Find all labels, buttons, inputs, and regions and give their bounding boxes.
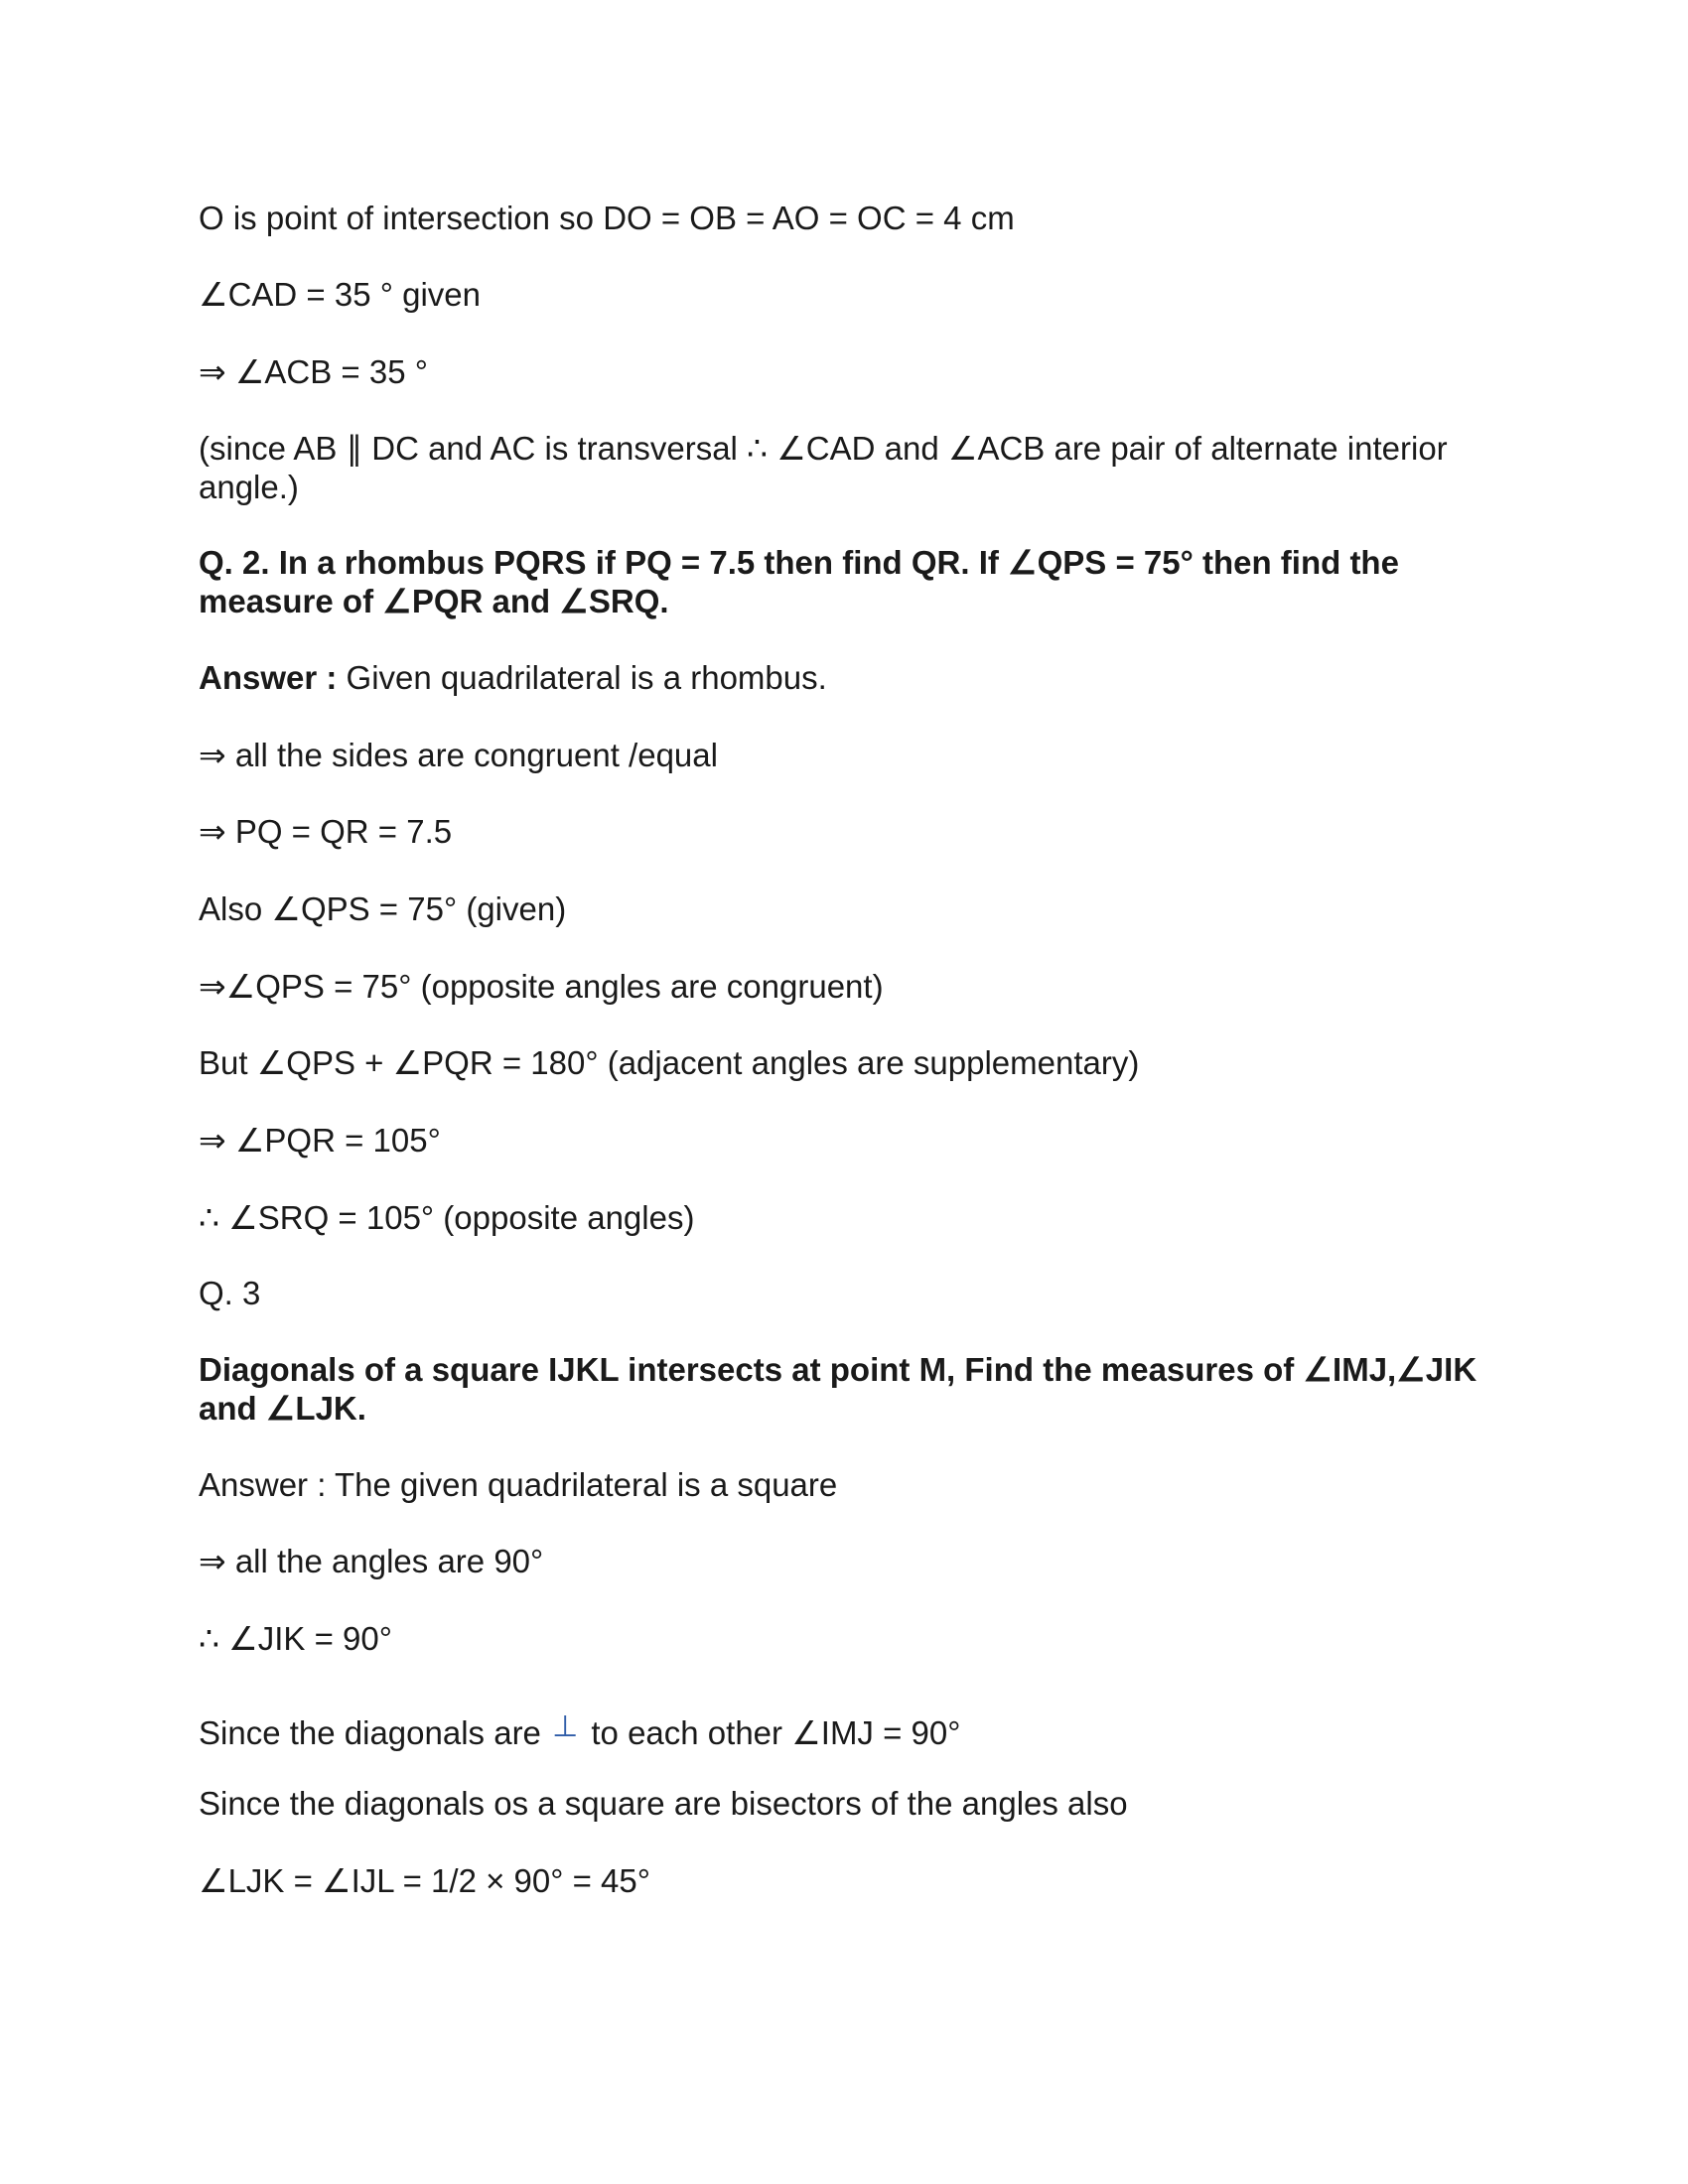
answer-3-perpendicular-line xyxy=(199,1707,1489,1752)
text-line-intersection: O is point of intersection so DO = OB = AO = OC = 4 cm xyxy=(199,200,1015,236)
answer-2-step: ⇒ all the sides are congruent /equal xyxy=(199,737,718,773)
perpendicular-icon: ⊥ xyxy=(552,1710,579,1743)
question-2: Q. 2. In a rhombus PQRS if PQ = 7.5 then find QR. If ∠QPS = 75° then find the measure of ∠PQR and ∠SRQ. xyxy=(199,544,1399,619)
answer-2-step: ⇒∠QPS = 75° (opposite angles are congruent) xyxy=(199,968,884,1005)
answer-3-step: ⇒ all the angles are 90° xyxy=(199,1543,544,1579)
question-3-label: Q. 3 xyxy=(199,1275,261,1311)
answer-2-text: Given quadrilateral is a rhombus. xyxy=(337,659,827,696)
answer-3-bisector: Since the diagonals os a square are bisectors of the angles also xyxy=(199,1785,1128,1822)
answer-2-step: But ∠QPS + ∠PQR = 180° (adjacent angles are supplementary) xyxy=(199,1044,1140,1081)
perp-text-before: Since the diagonals are xyxy=(199,1714,551,1751)
answer-2-step: ⇒ PQ = QR = 7.5 xyxy=(199,813,453,850)
answer-2-step: ⇒ ∠PQR = 105° xyxy=(199,1122,441,1159)
text-line-angle-acb: ⇒ ∠ACB = 35 ° xyxy=(199,353,428,390)
text-line-alternate-angles: (since AB ∥ DC and AC is transversal ∴ ∠CAD and ∠ACB are pair of alternate interior angle.) xyxy=(199,430,1448,505)
answer-2-intro xyxy=(199,658,1489,697)
answer-label: Answer : xyxy=(199,659,338,696)
perp-text-after: to each other ∠IMJ = 90° xyxy=(582,1714,961,1751)
answer-3-step: ∴ ∠JIK = 90° xyxy=(199,1620,392,1657)
answer-3-final: ∠LJK = ∠IJL = 1/2 × 90° = 45° xyxy=(199,1862,650,1899)
text-line-angle-cad: ∠CAD = 35 ° given xyxy=(199,276,481,313)
answer-2-step: ∴ ∠SRQ = 105° (opposite angles) xyxy=(199,1199,695,1236)
question-3: Diagonals of a square IJKL intersects at point M, Find the measures of ∠IMJ,∠JIK and ∠LJK. xyxy=(199,1351,1477,1427)
answer-2-step: Also ∠QPS = 75° (given) xyxy=(199,890,567,927)
answer-3-intro: Answer : The given quadrilateral is a square xyxy=(199,1466,838,1503)
